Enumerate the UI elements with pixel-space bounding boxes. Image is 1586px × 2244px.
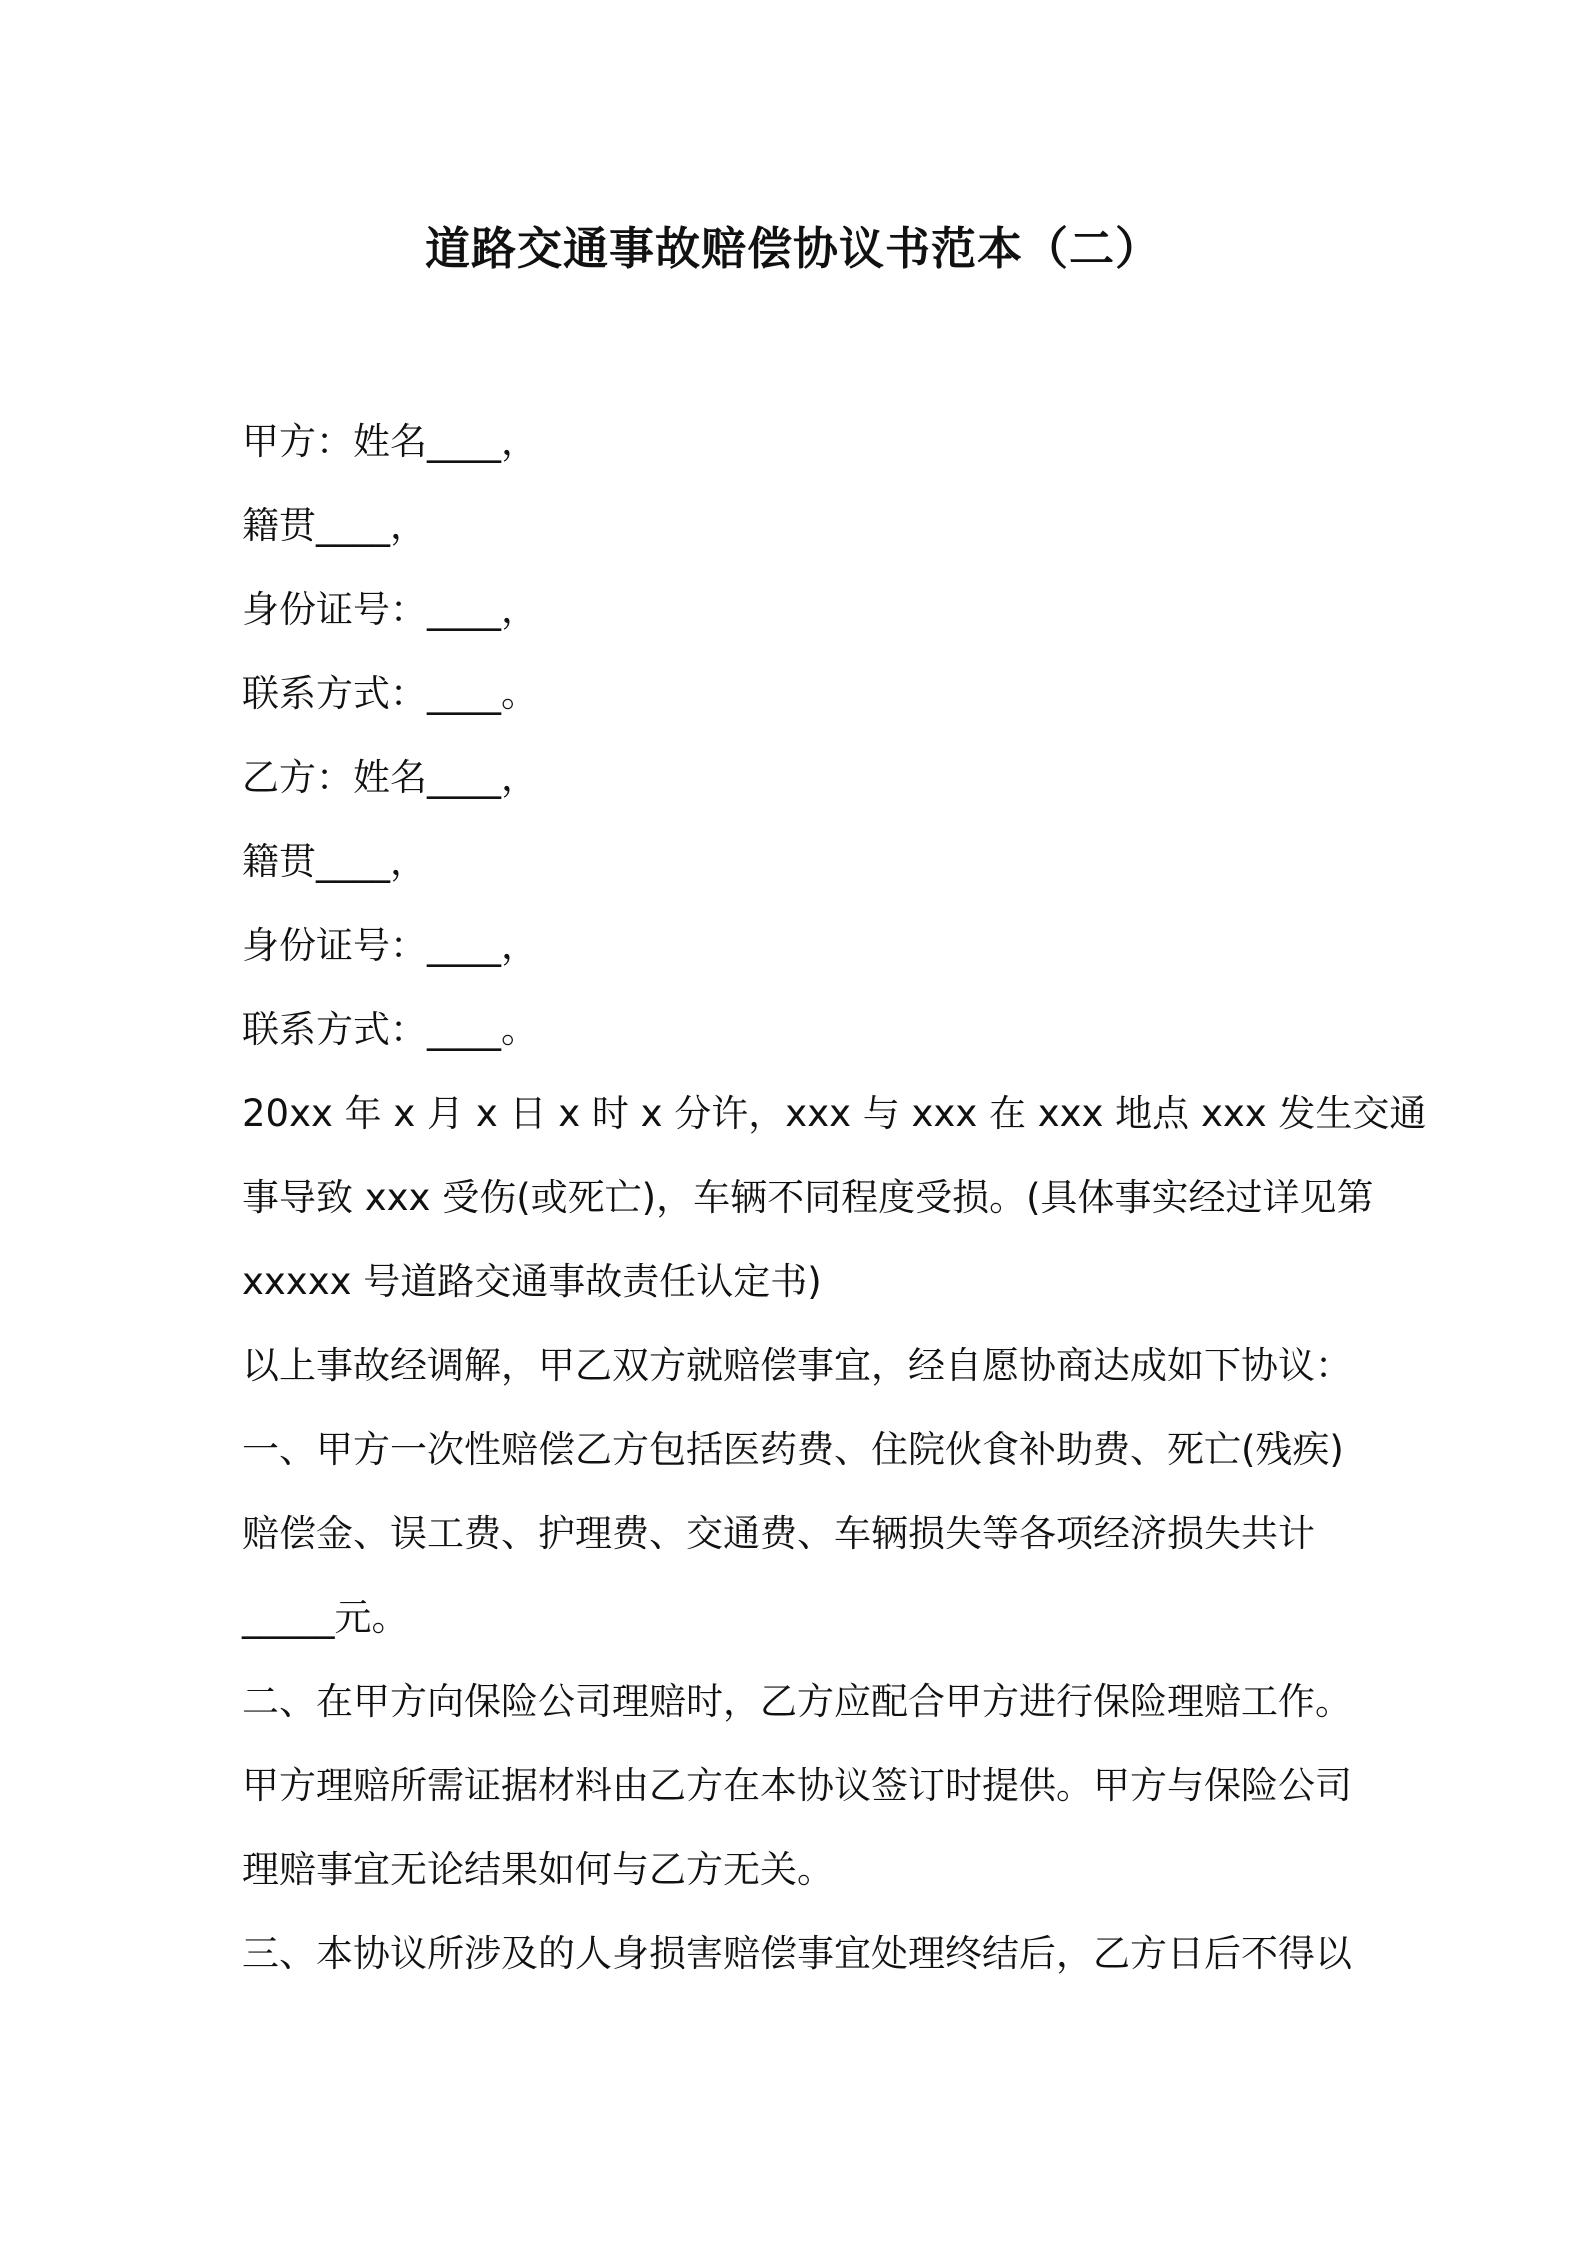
clause-2-line-3: 理赔事宜无论结果如何与乙方无关。 bbox=[242, 1848, 834, 1891]
party-a-contact-line: 联系方式：____。 bbox=[242, 672, 538, 715]
party-b-contact-line: 联系方式：____。 bbox=[242, 1008, 538, 1051]
document-body bbox=[242, 400, 1427, 1996]
accident-description-line-3: xxxxx 号道路交通事故责任认定书) bbox=[242, 1260, 822, 1303]
party-b-name-line: 乙方：姓名____， bbox=[242, 756, 538, 799]
agreement-intro-line: 以上事故经调解，甲乙双方就赔偿事宜，经自愿协商达成如下协议： bbox=[242, 1344, 1352, 1387]
clause-2-line-2: 甲方理赔所需证据材料由乙方在本协议签订时提供。甲方与保险公司 bbox=[242, 1764, 1352, 1807]
party-b-native-place-line: 籍贯____， bbox=[242, 840, 427, 883]
party-b-id-number-line: 身份证号：____， bbox=[242, 924, 538, 967]
clause-1-line-2: 赔偿金、误工费、护理费、交通费、车辆损失等各项经济损失共计 bbox=[242, 1512, 1315, 1555]
clause-1-line-3: _____元。 bbox=[242, 1596, 409, 1639]
party-a-name-line: 甲方：姓名____， bbox=[242, 420, 538, 463]
clause-1-line-1: 一、甲方一次性赔偿乙方包括医药费、住院伙食补助费、死亡(残疾) bbox=[242, 1428, 1344, 1471]
party-a-id-number-line: 身份证号：____， bbox=[242, 588, 538, 631]
clause-2-line-1: 二、在甲方向保险公司理赔时，乙方应配合甲方进行保险理赔工作。 bbox=[242, 1680, 1352, 1723]
party-a-native-place-line: 籍贯____， bbox=[242, 504, 427, 547]
document-title: 道路交通事故赔偿协议书范本（二） bbox=[424, 222, 1161, 275]
clause-3-line-1: 三、本协议所涉及的人身损害赔偿事宜处理终结后，乙方日后不得以 bbox=[242, 1932, 1352, 1975]
accident-description-line-2: 事导致 xxx 受伤(或死亡)，车辆不同程度受损。(具体事实经过详见第 bbox=[242, 1176, 1374, 1219]
accident-description-line-1: 20xx 年 x 月 x 日 x 时 x 分许，xxx 与 xxx 在 xxx 地点 xxx 发生交通 bbox=[242, 1092, 1427, 1135]
